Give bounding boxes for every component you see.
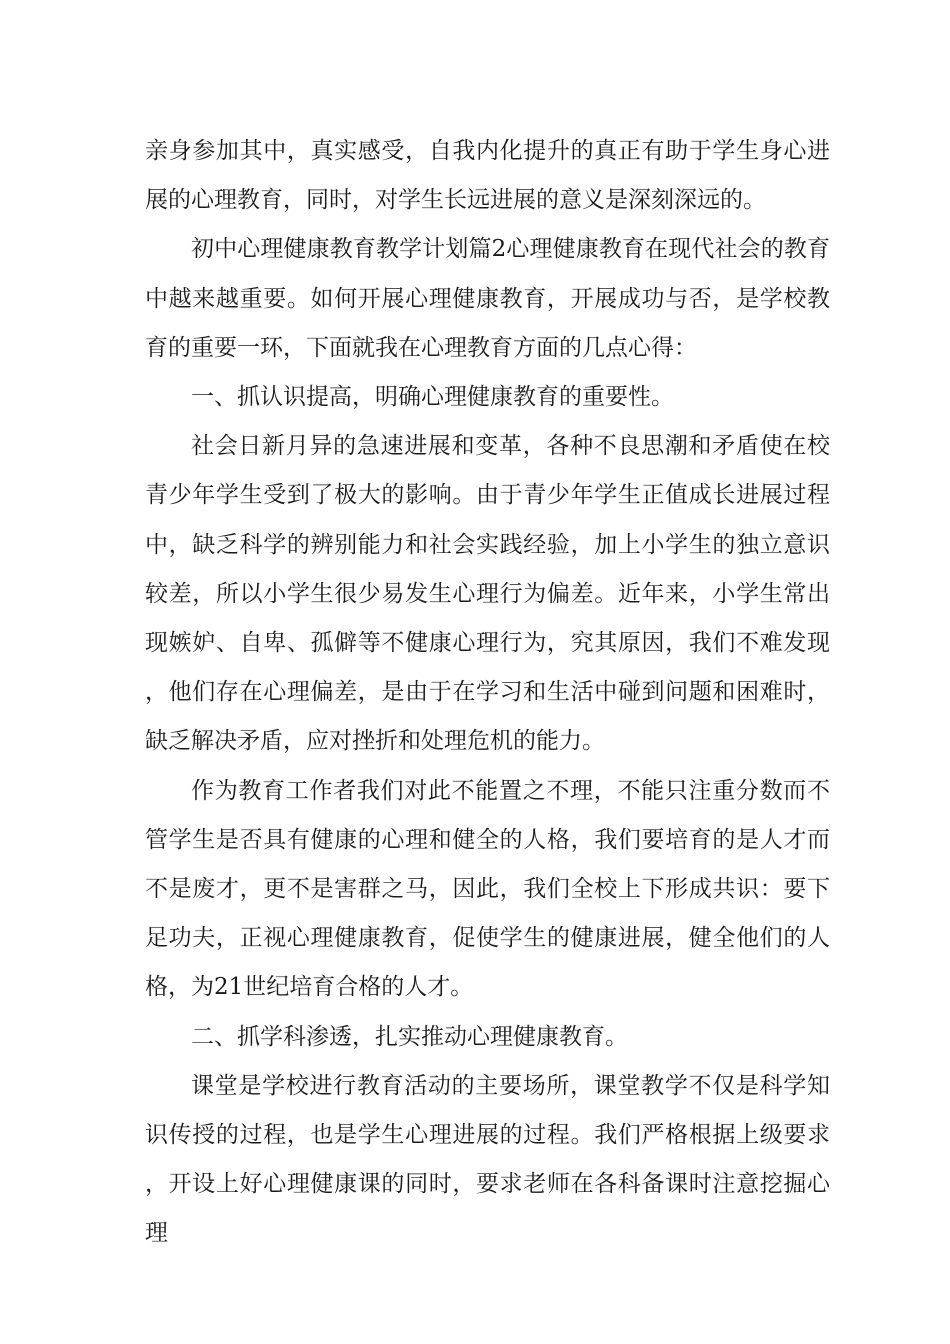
section-heading-two: 二、抓学科渗透，扎实推动心理健康教育。 bbox=[191, 1023, 628, 1050]
paragraph-continuation: 亲身参加其中，真实感受，自我内化提升的真正有助于学生身心进展的心理教育，同时，对学生长远进展的意义是深刻深远的。 bbox=[145, 138, 830, 214]
paragraph-educator-role: 作为教育工作者我们对此不能置之不理，不能只注重分数而不管学生是否具有健康的心理和健全的人格，我们要培育的是人才而不是废才，更不是害群之马，因此，我们全校上下形成共识：要下足功夫，正视心理健康教育，促使学生的健康进展，健全他们的人格，为21世纪培育合格的人才。 bbox=[145, 777, 830, 1001]
document-body bbox=[145, 127, 830, 1259]
paragraph-classroom: 课堂是学校进行教育活动的主要场所，课堂教学不仅是科学知识传授的过程，也是学生心理进展的过程。我们严格根据上级要求，开设上好心理健康课的同时，要求老师在各科备课时注意挖掘心理 bbox=[145, 1072, 830, 1247]
paragraph-social-change: 社会日新月异的急速进展和变革，各种不良思潮和矛盾使在校青少年学生受到了极大的影响。由于青少年学生正值成长进展过程中，缺乏科学的辨别能力和社会实践经验，加上小学生的独立意识较差，所以小学生很少易发生心理行为偏差。近年来，小学生常出现嫉妒、自卑、孤僻等不健康心理行为，究其原因，我们不难发现，他们存在心理偏差，是由于在学习和生活中碰到问题和困难时，缺乏解决矛盾，应对挫折和处理危机的能力。 bbox=[145, 433, 830, 755]
paragraph-plan-intro: 初中心理健康教育教学计划篇2心理健康教育在现代社会的教育中越来越重要。如何开展心理健康教育，开展成功与否，是学校教育的重要一环，下面就我在心理教育方面的几点心得： bbox=[145, 236, 830, 361]
section-heading-one: 一、抓认识提高，明确心理健康教育的重要性。 bbox=[191, 384, 674, 411]
